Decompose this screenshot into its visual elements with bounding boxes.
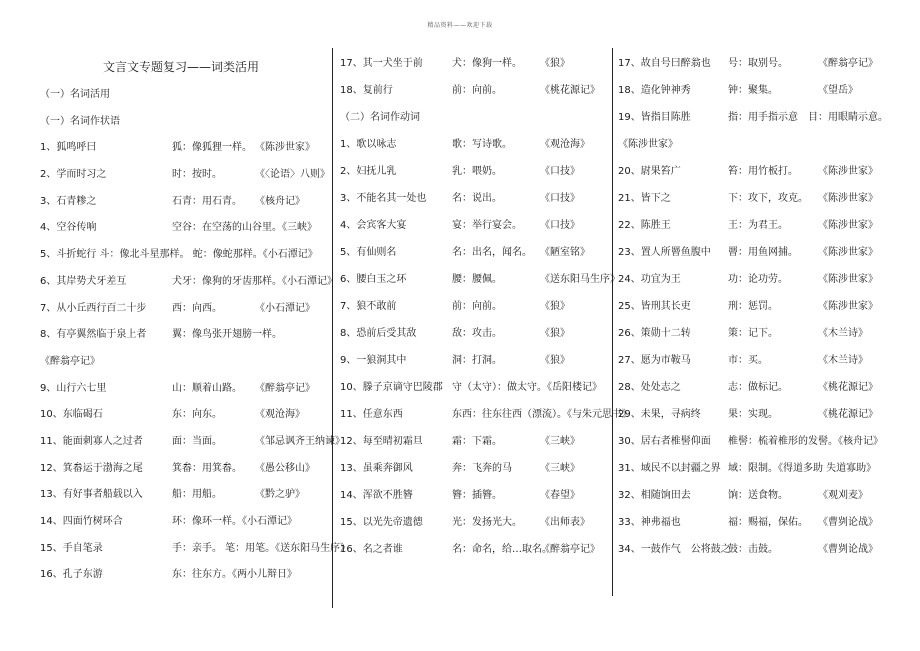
entry-line [340,374,610,401]
entry-explanation: 犬：像狗一样。 [452,58,522,69]
entry-source: 21、皆下之 [618,193,671,204]
entry-citation: 《木兰诗》 [818,328,868,339]
entry-line [618,374,890,401]
entry-citation: 《醉翁亭记》 [818,58,878,69]
entry-explanation: 石青：用石青。 [172,195,242,207]
entry-source: 24、功宜为王 [618,274,681,285]
entry-line [40,189,322,216]
entry-citation: 《小石潭记》 [255,302,315,314]
entry-citation: 《陈涉世家》 [255,142,315,154]
entry-source: 30、居右者椎髻仰面 [618,436,711,447]
entry-line [618,320,890,347]
entry-source: 《醉翁亭记》 [40,355,100,367]
entry-source: 5、有仙则名 [340,247,397,258]
entry-explanation: 簪：插簪。 [452,490,502,501]
entry-line [40,135,322,162]
entry-citation: 《观沧海》 [540,139,590,150]
entry-source: 11、能面刺寡人之过者 [40,435,143,447]
entry-line [40,509,322,536]
entry-source: 10、滕子京谪守巴陵郡 [340,382,443,393]
entry-citation: 《观刈麦》 [818,490,868,501]
entry-citation: 《狼》 [540,301,570,312]
entry-explanation: 空谷：在空荡的山谷里。《三峡》 [172,222,317,234]
entry-line [618,266,890,293]
entry-source: 5、斗折蛇行 斗：像北斗星那样。 蛇：像蛇那样。《小石潭记》 [40,249,318,261]
entry-citation: 《桃花源记》 [818,382,878,393]
entry-explanation: 果：实现。 [728,409,778,420]
entry-explanation: 洞：打洞。 [452,355,502,366]
entry-line [618,131,890,158]
entry-source: （一）名词活用 [40,89,110,100]
entry-source: 12、每至晴初霜旦 [340,436,423,447]
entry-citation: 《陈涉世家》 [818,166,878,177]
entry-citation: 《口技》 [540,193,580,204]
entry-source: 3、不能名其一处也 [340,193,427,204]
entry-explanation: 东：往东方。《两小儿辩日》 [172,569,297,581]
entry-citation: 《狼》 [540,328,570,339]
entry-source: 13、有好事者船载以入 [40,489,143,501]
column-1 [40,50,351,589]
entry-line [40,269,337,296]
entry-line [340,482,610,509]
entry-source: 8、恐前后受其敌 [340,328,417,339]
entry-source: 4、会宾客大宴 [340,220,407,231]
entry-line [618,455,890,482]
entry-explanation: 霜：下霜。 [452,436,502,447]
entry-line [340,536,610,563]
entry-line [40,349,322,376]
entry-citation: 《邹忌讽齐王纳谏》 [255,435,345,447]
entry-source: 15、以光先帝遗德 [340,517,423,528]
entry-explanation: 椎髻：梳着椎形的发髻。《核舟记》 [728,436,883,447]
entry-citation: 《望岳》 [818,85,858,96]
entry-explanation: 歌：写诗歌。 [452,139,512,150]
entry-line [340,185,610,212]
entry-explanation: 饷：送食物。 [728,490,788,501]
entry-source: 11、任意东西 [340,409,403,420]
entry-explanation: 功：论功劳。 [728,274,788,285]
entry-line [340,212,610,239]
entry-source: 16、孔子东游 [40,569,103,581]
entry-source: 1、狐鸣呼曰 [40,142,97,154]
entry-source: 9、一狼洞其中 [340,355,407,366]
entry-source: 31、域民不以封疆之界 [618,463,721,474]
entry-explanation: 前：向前。 [452,85,502,96]
entry-explanation: 手：亲手。 笔：用笔。《送东阳马生序》 [172,542,351,554]
entry-source: 10、东临碣石 [40,409,103,421]
entry-line [340,158,610,185]
entry-explanation: 市：买。 [728,355,768,366]
entry-explanation: 策：记下。 [728,328,778,339]
entry-citation: 《陈涉世家》 [818,247,878,258]
entry-source: 33、神弗福也 [618,517,681,528]
entry-explanation: 环：像环一样。《小石潭记》 [172,516,297,527]
entry-source: 29、未果，寻病终 [618,409,701,420]
entry-explanation: 奔：飞奔的马 [452,463,512,474]
entry-explanation: 狐：像狐狸一样。 [172,142,252,154]
entry-explanation: 名：出名，闻名。 [452,247,532,258]
entry-line [40,242,322,269]
entry-line [40,482,322,509]
entry-source: （一）名词作状语 [40,115,120,127]
entry-source: 2、学而时习之 [40,169,107,181]
entry-source: 16、名之者谁 [340,544,403,555]
entry-source: 23、置人所罾鱼腹中 [618,247,711,258]
column-2 [340,50,632,563]
entry-citation: 《醉翁亭记》 [255,382,315,394]
entry-citation: 《木兰诗》 [818,355,868,366]
entry-line [340,455,610,482]
entry-line [40,162,330,189]
entry-source: 14、浑欲不胜簪 [340,490,413,501]
entry-citation: 《曹刿论战》 [818,517,878,528]
entry-citation: 《陋室铭》 [540,247,590,258]
entry-line [618,212,890,239]
entry-line [340,401,632,428]
entry-source: 18、复前行 [340,85,393,96]
entry-citation: 《陈涉世家》 [818,301,878,312]
entry-explanation: 号：取别号。 [728,58,788,69]
entry-explanation: 船：用船。 [172,489,222,501]
entry-line [340,50,610,77]
entry-source: 1、歌以咏志 [340,139,397,150]
entry-source: 6、其岸势犬牙差互 [40,275,127,287]
entry-line [340,347,610,374]
entry-explanation: 钟：聚集。 [728,85,778,96]
entry-citation: 《送东阳马生序》 [540,274,620,285]
entry-source: 26、策勋十二转 [618,328,691,339]
entry-explanation: 犬牙：像狗的牙齿那样。《小石潭记》 [172,275,337,287]
entry-explanation: 志：做标记。 [728,382,788,393]
entry-line [40,562,322,589]
entry-citation: 《观沧海》 [255,409,305,421]
entry-citation: 《出师表》 [540,517,590,528]
column-3 [618,50,890,563]
entry-citation: 《口技》 [540,220,580,231]
entry-citation: 《三峡》 [540,436,580,447]
entry-line [340,320,610,347]
entry-explanation: 箕畚：用箕畚。 [172,462,242,474]
entry-citation: 《桃花源记》 [818,409,878,420]
entry-line [40,296,322,323]
entry-source: 9、山行六七里 [40,382,107,394]
entry-line [40,456,322,483]
entry-line [340,293,610,320]
entry-explanation: 福：赐福，保佑。 [728,517,808,528]
entry-line [40,82,322,109]
entry-line [618,509,890,536]
entry-explanation: 指：用手指示意 目：用眼睛示意。 [728,112,888,123]
entry-citation: 《愚公移山》 [255,462,315,474]
column-divider-left [332,48,333,608]
entry-explanation: 时：按时。 [172,169,222,181]
entry-source: 17、故自号曰醉翁也 [618,58,711,69]
entry-source: 12、箕畚运于渤海之尾 [40,462,143,474]
entry-line [340,131,610,158]
entry-explanation: 乳：喂奶。 [452,166,502,177]
entry-explanation: 前：向前。 [452,301,502,312]
entry-line [340,239,610,266]
entry-source: 25、皆刑其长吏 [618,301,691,312]
entry-line [340,266,620,293]
entry-explanation: 鼓：击鼓。 [728,544,778,555]
entry-explanation: 腰：腰佩。 [452,274,502,285]
entry-source: 6、腰白玉之环 [340,274,407,285]
entry-line [618,536,890,563]
entry-explanation: 名：命名，给…取名。 [452,544,552,555]
entry-source: 4、空谷传响 [40,222,97,234]
entry-line [40,376,322,403]
entry-citation: 《春望》 [540,490,580,501]
entry-line [618,50,890,77]
entry-line [40,322,322,349]
entry-source: 18、造化钟神秀 [618,85,691,96]
entry-line [40,215,322,242]
entry-line [340,104,610,131]
entry-explanation: 守（太守）：做太守。《岳阳楼记》 [452,382,602,393]
entry-explanation: 翼：像鸟张开翅膀一样。 [172,329,282,341]
entry-citation: 《狼》 [540,58,570,69]
entry-source: 28、处处志之 [618,382,681,393]
entry-source: 13、虽乘奔御风 [340,463,413,474]
entry-explanation: 域：限制。《得道多助 失道寡助》 [728,463,877,474]
entry-citation: 《桃花源记》 [540,85,600,96]
entry-line [618,239,890,266]
entry-line [340,77,610,104]
entry-citation: 《口技》 [540,166,580,177]
entry-citation: 《陈涉世家》 [818,193,878,204]
entry-citation: 《醉翁亭记》 [540,544,600,555]
entry-line [618,185,890,212]
entry-source: 14、四面竹树环合 [40,516,123,527]
entry-citation: 《狼》 [540,355,570,366]
page-header-watermark: 精品资料——欢迎下载 [427,22,493,29]
entry-line [618,158,890,185]
entry-source: 22、陈胜王 [618,220,671,231]
entry-source: 7、狼不敢前 [340,301,397,312]
entry-source: 《陈涉世家》 [618,139,678,150]
entry-explanation: 王：为君王。 [728,220,788,231]
entry-line [618,104,890,131]
entry-source: 32、相随饷田去 [618,490,691,501]
entry-line [40,429,345,456]
column-divider-right [612,48,613,596]
entry-line [618,77,890,104]
entry-source: 8、有亭翼然临于泉上者 [40,329,147,341]
entry-explanation: 面：当面。 [172,435,222,447]
entry-explanation: 宴：举行宴会。 [452,220,522,231]
document-title: 文言文专题复习——词类活用 [102,60,259,74]
entry-source: 20、尉果笞广 [618,166,681,177]
entry-source: （二）名词作动词 [340,112,420,123]
entry-explanation: 敌：攻击。 [452,328,502,339]
entry-explanation: 刑：惩罚。 [728,301,778,312]
entry-source: 2、妇抚儿乳 [340,166,397,177]
entry-explanation: 东：向东。 [172,409,222,421]
entry-line [618,428,890,455]
entry-explanation: 罾：用鱼网捕。 [728,247,798,258]
entry-source: 3、石青糁之 [40,195,97,207]
entry-explanation: 山：顺着山路。 [172,382,242,394]
entry-citation: 《陈涉世家》 [818,220,878,231]
entry-source: 27、愿为市鞍马 [618,355,691,366]
entry-line [40,536,351,563]
entry-citation: 《核舟记》 [255,195,305,207]
entry-citation: 《〈论语〉八则》 [255,169,330,181]
entry-citation: 《陈涉世家》 [818,274,878,285]
entry-source: 34、一鼓作气 公将鼓之 [618,544,731,555]
entry-citation: 《曹刿论战》 [818,544,878,555]
entry-line [618,293,890,320]
entry-source: 7、从小丘西行百二十步 [40,302,147,314]
entry-explanation: 光：发扬光大。 [452,517,522,528]
entry-explanation: 名：说出。 [452,193,502,204]
entry-explanation: 笞：用竹板打。 [728,166,798,177]
entry-line [618,347,890,374]
entry-explanation: 东西：往东往西（漂流）。《与朱元思书》 [452,409,632,420]
entry-source: 19、皆指目陈胜 [618,112,691,123]
entry-source: 17、其一犬坐于前 [340,58,423,69]
entry-citation: 《黔之驴》 [255,489,305,501]
entry-line [40,402,322,429]
entry-line [618,401,890,428]
entry-line [618,482,890,509]
entry-explanation: 下：攻下，攻克。 [728,193,808,204]
entry-line [340,428,610,455]
entry-line [340,509,610,536]
entry-line [40,109,322,136]
entry-explanation: 西：向西。 [172,302,222,314]
entry-citation: 《三峡》 [540,463,580,474]
entry-source: 15、手自笔录 [40,542,103,554]
